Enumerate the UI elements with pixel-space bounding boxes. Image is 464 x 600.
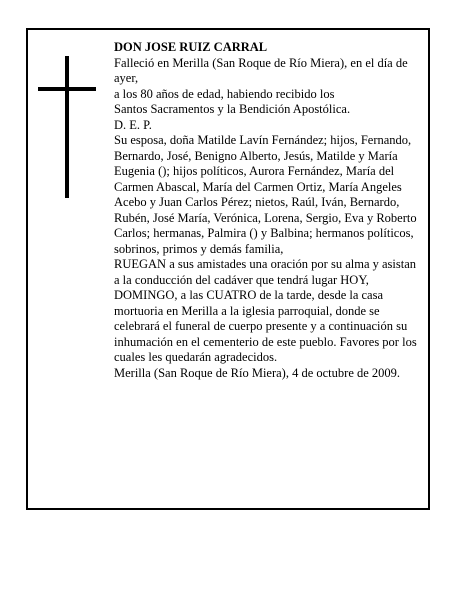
obituary-notice [26, 28, 430, 510]
sacraments-line: Santos Sacramentos y la Bendición Apostólica. [114, 102, 351, 116]
notice-text [114, 40, 422, 381]
rip-line: D. E. P. [114, 117, 152, 132]
age-line: a los 80 años de edad, habiendo recibido los [114, 86, 335, 101]
cross-vertical-bar [65, 56, 69, 198]
cross-icon [38, 56, 96, 198]
family-paragraph: Su esposa, doña Matilde Lavín Fernández; hijos, Fernando, Bernardo, José, Benigno Alberto, Jesús, Matilde y María Eugenia (); hijos políticos, Aurora Fernández, María del Carmen Abascal, María del Carmen Ortiz, María Angeles Acebo y Juan Carlos Pérez; nietos, Raúl, Iván, Bernardo, Rubén, José María, Verónica, Lorena, Sergio, Eva y Roberto Carlos; hermanas, Palmira () y Balbina; hermanos políticos, sobrinos, primos y demás familia, [114, 133, 417, 256]
cross-horizontal-bar [38, 87, 96, 91]
deceased-name: DON JOSE RUIZ CARRAL [114, 40, 268, 54]
place-date-line: Merilla (San Roque de Río Miera), 4 de octubre de 2009. [114, 365, 401, 380]
death-announcement: Falleció en Merilla (San Roque de Río Miera), en el día de ayer, [114, 55, 408, 85]
request-paragraph: RUEGAN a sus amistades una oración por su alma y asistan a la conducción del cadáver que tendrá lugar HOY, DOMINGO, a las CUATRO de la tarde, desde la casa mortuoria en Merilla a la iglesia parroquial, donde se celebrará el funeral de cuerpo presente y a continuación su inhumación en el cementerio de este pueblo. Favores por los cuales les quedarán agradecidos. [114, 257, 417, 364]
